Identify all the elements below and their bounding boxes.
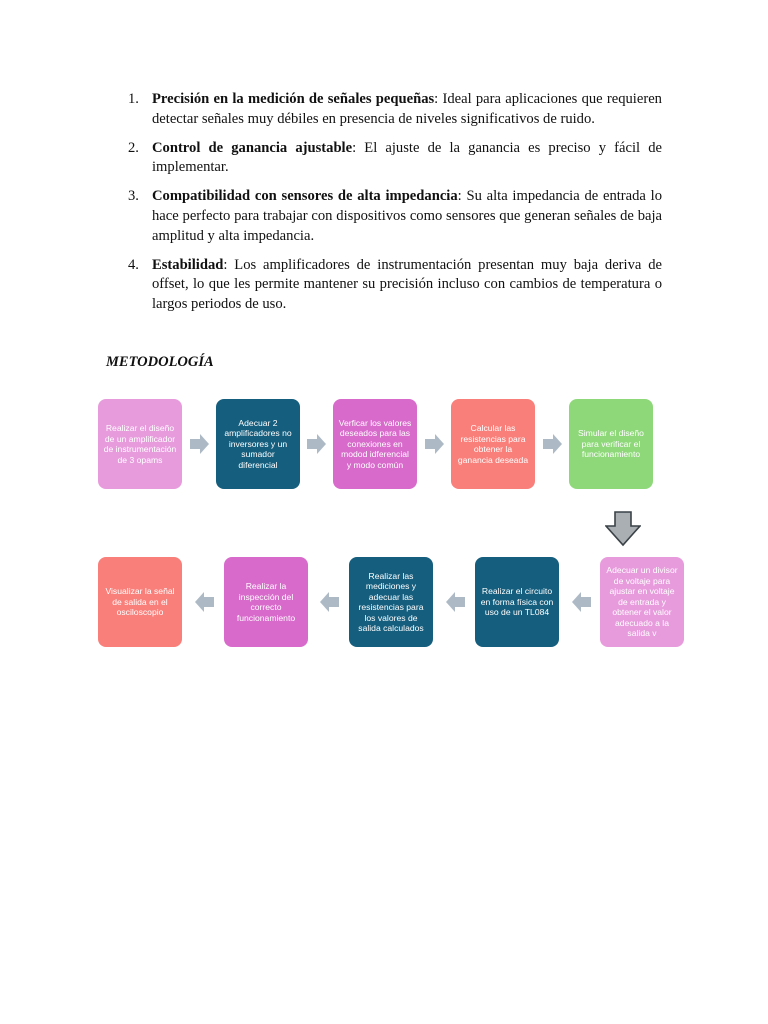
list-item: [120, 139, 662, 178]
arrow-right-icon: [189, 434, 209, 454]
section-heading: METODOLOGÍA: [106, 354, 214, 370]
flow-step-5: [569, 399, 653, 489]
list-item: [120, 90, 662, 129]
flow-step-7: [475, 557, 559, 647]
arrow-left-icon: [320, 592, 340, 612]
flow-step-10: [98, 557, 182, 647]
list-item: [120, 187, 662, 246]
arrow-right-icon: [542, 434, 562, 454]
flow-step-label: Adecuar 2 amplificadores no inversores y un sumador diferencial: [224, 417, 292, 470]
arrow-right-icon: [306, 434, 326, 454]
list-item-number: 2.: [128, 139, 139, 156]
arrow-down-icon: [605, 511, 641, 547]
list-item-term: Precisión en la medición de señales pequeñas: [152, 91, 435, 107]
flow-step-label: Realizar el circuito en forma física con uso de un TL084: [480, 586, 554, 618]
advantages-list: [120, 90, 662, 324]
list-item-term: Compatibilidad con sensores de alta impedancia: [152, 188, 458, 205]
flow-step-6: [600, 557, 684, 647]
arrow-left-icon: [446, 592, 466, 612]
flow-step-3: [333, 399, 417, 489]
arrow-left-icon: [195, 592, 215, 612]
flow-step-9: [224, 557, 308, 647]
list-item-number: 3.: [128, 188, 139, 205]
flow-step-label: Adecuar un divisor de voltaje para ajustar en voltaje de entrada y obtener el valor adecuado a la salida v: [606, 565, 678, 639]
list-item-term: Control de ganancia ajustable: [152, 139, 353, 156]
list-item: [120, 256, 662, 315]
flow-step-label: Realizar el diseño de un amplificador de instrumentación de 3 opams: [103, 423, 177, 465]
flow-step-label: Visualizar la señal de salida en el osciloscopio: [105, 586, 175, 618]
list-item-term: Estabilidad: [152, 256, 224, 273]
arrow-left-icon: [572, 592, 592, 612]
list-item-number: 4.: [128, 256, 139, 273]
flow-step-2: [216, 399, 300, 489]
flow-step-label: Realizar la inspección del correcto funcionamiento: [236, 581, 296, 623]
flow-step-label: Calcular las resistencias para obtener la ganancia deseada: [457, 423, 529, 465]
flow-step-label: Verficar los valores deseados para las conexiones en modod idferencial y modo común: [338, 417, 412, 470]
list-item-number: 1.: [128, 91, 139, 107]
list-item-description: : Ideal para aplicaciones que requieren detectar señales muy débiles en presencia de niveles significativos de ruido.: [152, 91, 662, 127]
flow-step-label: Realizar las mediciones y adecuar las resistencias para los valores de salida calculados: [358, 570, 424, 633]
flow-step-1: [98, 399, 182, 489]
list-item-description: : Su alta impedancia de entrada lo hace perfecto para trabajar con dispositivos como sensores que generan señales de baja amplitud y alta impedancia.: [152, 188, 663, 244]
list-item-description: : Los amplificadores de instrumentación presentan muy baja deriva de offset, lo que les permite mantener su precisión incluso con cambios de temperatura o largos periodos de uso.: [152, 256, 662, 312]
flow-step-4: [451, 399, 535, 489]
flow-step-label: Simular el diseño para verificar el funcionamiento: [578, 428, 644, 460]
list-item-description: : El ajuste de la ganancia es preciso y fácil de implementar.: [152, 139, 662, 176]
arrow-right-icon: [424, 434, 444, 454]
flow-step-8: [349, 557, 433, 647]
